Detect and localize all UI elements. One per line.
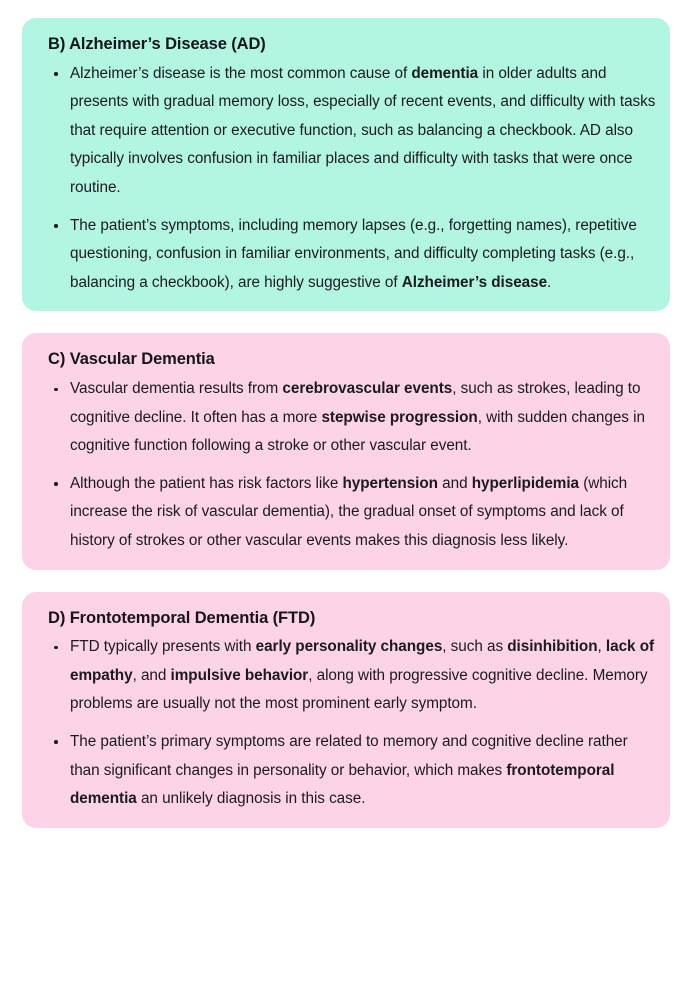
bullet-text: Alzheimer’s disease is the most common cause of dementia in older adults and presents with gradual memory loss, especially of recent events, and difficulty with tasks that require attention or executive function, such as balancing a checkbook. AD also typically involves confusion in familiar places and difficulty with tasks that were once routine.: [70, 64, 656, 196]
bullet-text: Vascular dementia results from cerebrovascular events, such as strokes, leading to cognitive decline. It often has a more stepwise progression, with sudden changes in cognitive function following a stroke or other vascular event.: [70, 380, 645, 455]
bullet-dot-icon: [54, 388, 58, 392]
option-card-title: D) Frontotemporal Dementia (FTD): [48, 608, 316, 627]
bullet-dot-icon: [54, 740, 58, 744]
bullet-dot-icon: [54, 224, 58, 228]
option-card-c: [22, 333, 670, 569]
option-card-b: [22, 18, 670, 311]
option-bullet-list: [36, 633, 656, 814]
option-card-d: [22, 592, 670, 828]
bullet-text: Although the patient has risk factors like hypertension and hyperlipidemia (which increase the risk of vascular dementia), the gradual onset of symptoms and lack of history of strokes or other vascular events makes this diagnosis less likely.: [70, 474, 628, 549]
option-card-title: B) Alzheimer’s Disease (AD): [48, 35, 266, 53]
list-item: [36, 470, 656, 556]
option-bullet-list: [36, 60, 656, 298]
option-bullet-list: [36, 375, 656, 556]
bullet-text: FTD typically presents with early personality changes, such as disinhibition, lack of empathy, and impulsive behavior, along with progressive cognitive decline. Memory problems are usually not the most prominent early symptom.: [70, 638, 655, 713]
bullet-text: The patient’s symptoms, including memory lapses (e.g., forgetting names), repetitive questioning, confusion in familiar environments, and difficulty completing tasks (e.g., balancing a checkbook), are highly suggestive of Alzheimer’s disease.: [70, 216, 637, 291]
list-item: [36, 633, 656, 719]
bullet-dot-icon: [54, 646, 58, 650]
bullet-dot-icon: [54, 72, 58, 76]
option-card-title: C) Vascular Dementia: [48, 350, 215, 369]
list-item: [36, 212, 656, 298]
bullet-text: The patient’s primary symptoms are related to memory and cognitive decline rather than significant changes in personality or behavior, which makes frontotemporal dementia an unlikely diagnosis in this case.: [70, 732, 628, 808]
bullet-dot-icon: [54, 482, 58, 486]
list-item: [36, 60, 656, 203]
list-item: [36, 375, 656, 461]
list-item: [36, 728, 656, 814]
